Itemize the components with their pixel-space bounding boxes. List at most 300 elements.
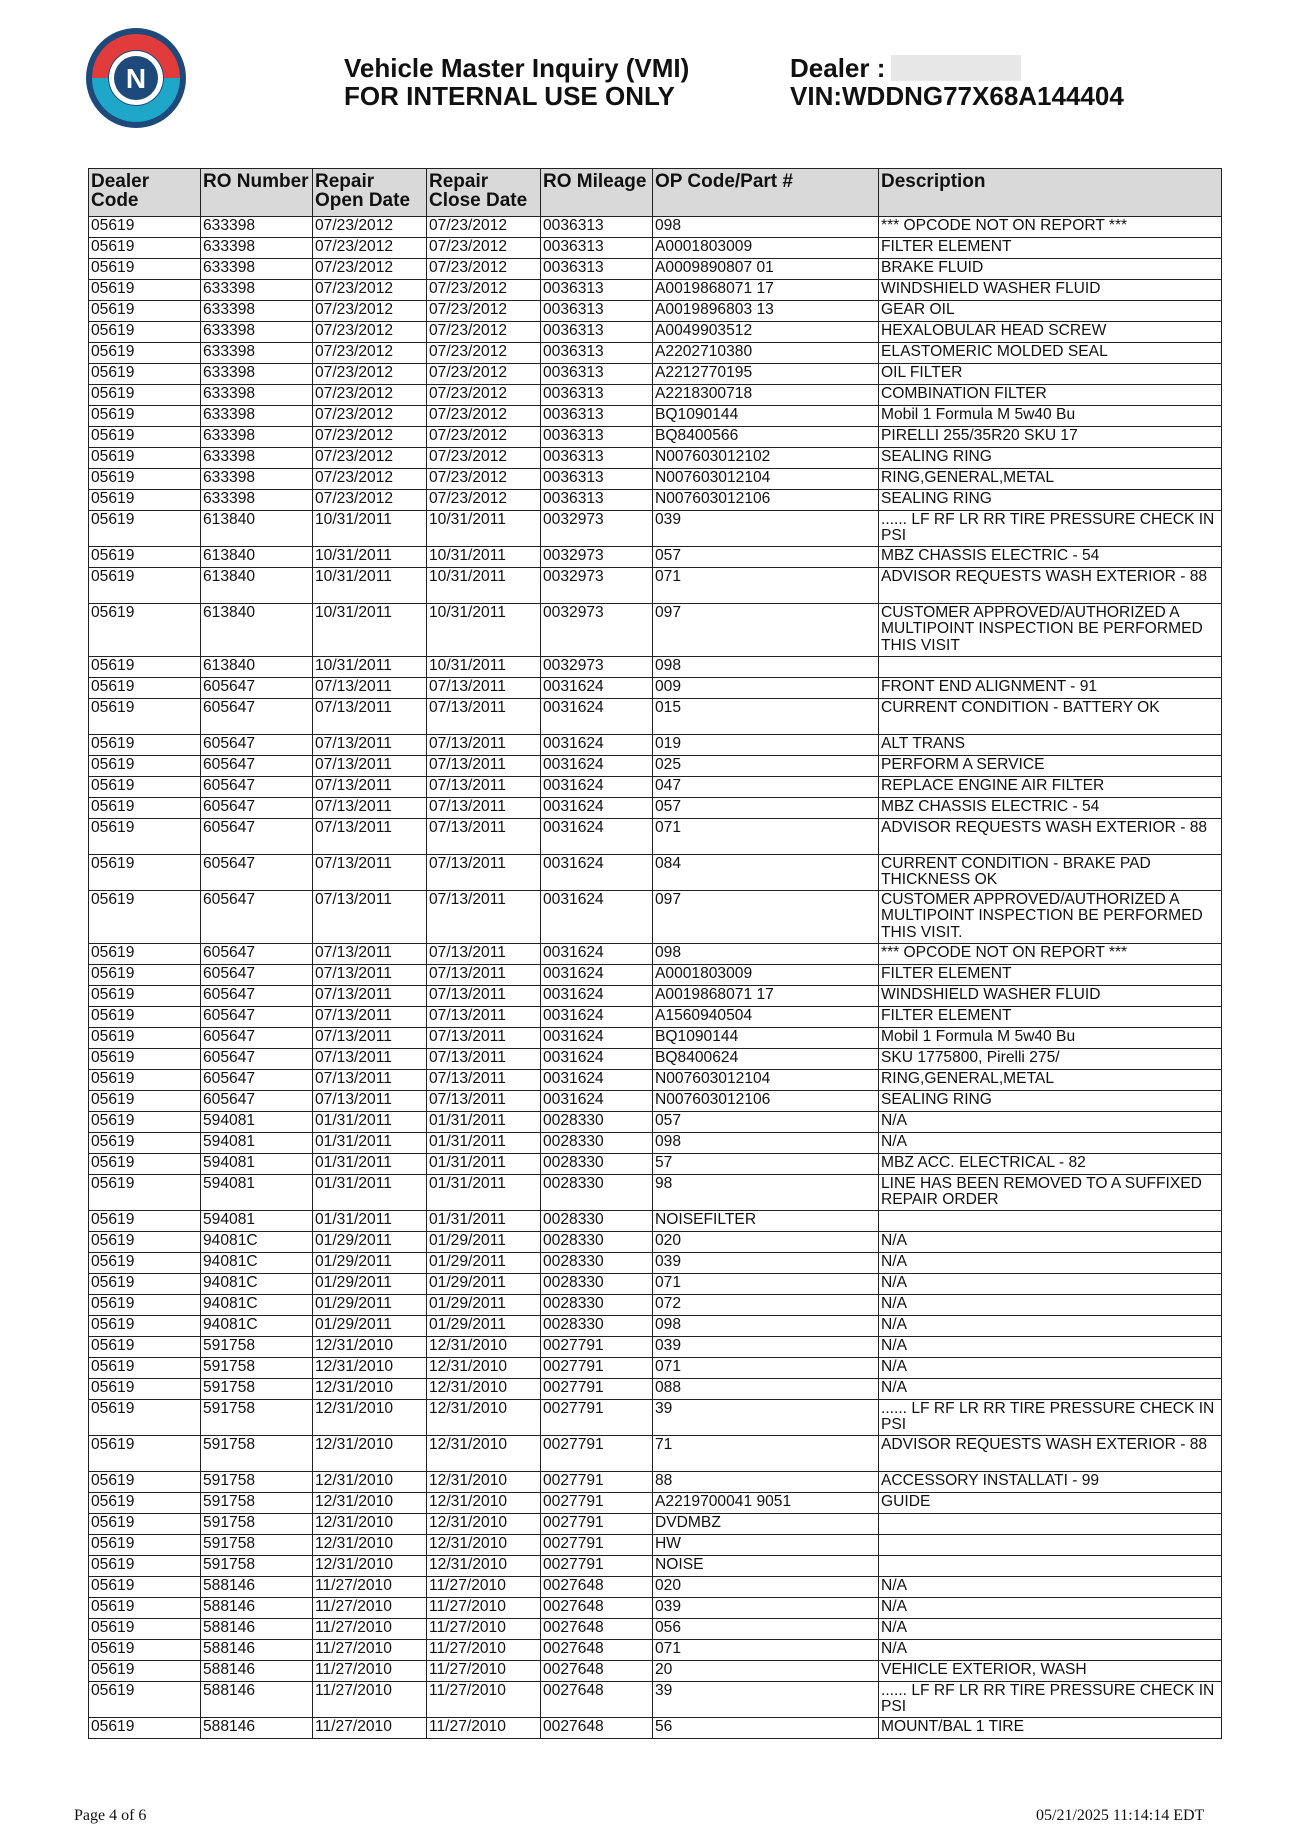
dealer-code-cell: 05619 [89,965,201,986]
mileage-cell: 0031624 [541,777,653,798]
dealer-code-cell: 05619 [89,1556,201,1577]
dealer-code-cell: 05619 [89,1535,201,1556]
open-date-cell: 12/31/2010 [313,1400,427,1436]
op-code-cell: 071 [653,1640,879,1661]
dealer-code-cell: 05619 [89,568,201,604]
op-code-cell: 098 [653,1316,879,1337]
ro-number-cell: 633398 [201,238,313,259]
mileage-cell: 0036313 [541,427,653,448]
dealer-code-cell: 05619 [89,756,201,777]
mileage-cell: 0028330 [541,1175,653,1211]
op-code-cell: N007603012104 [653,469,879,490]
description-cell [879,1211,1222,1232]
table-row [89,1232,1222,1253]
open-date-cell: 07/13/2011 [313,1070,427,1091]
open-date-cell: 07/13/2011 [313,965,427,986]
close-date-cell: 07/23/2012 [427,343,541,364]
dealer-code-cell: 05619 [89,1472,201,1493]
op-code-cell: A2202710380 [653,343,879,364]
table-row [89,1619,1222,1640]
ro-number-cell: 94081C [201,1316,313,1337]
mileage-cell: 0027648 [541,1718,653,1739]
table-row [89,1337,1222,1358]
dealer-code-cell: 05619 [89,1493,201,1514]
close-date-cell: 07/23/2012 [427,490,541,511]
open-date-cell: 01/31/2011 [313,1133,427,1154]
table-row [89,1154,1222,1175]
open-date-cell: 07/23/2012 [313,259,427,280]
dealer-logo [84,26,188,130]
open-date-cell: 11/27/2010 [313,1661,427,1682]
description-cell: COMBINATION FILTER [879,385,1222,406]
close-date-cell: 01/29/2011 [427,1295,541,1316]
mileage-cell: 0031624 [541,1091,653,1112]
description-cell: CURRENT CONDITION - BATTERY OK [879,699,1222,735]
table-row [89,1211,1222,1232]
op-code-cell: 098 [653,944,879,965]
ro-number-cell: 591758 [201,1493,313,1514]
open-date-cell: 01/31/2011 [313,1154,427,1175]
open-date-cell: 07/23/2012 [313,427,427,448]
ro-number-cell: 591758 [201,1514,313,1535]
description-cell: N/A [879,1577,1222,1598]
col-header-op-code: OP Code/Part # [653,169,879,217]
table-body [89,217,1222,1739]
close-date-cell: 11/27/2010 [427,1598,541,1619]
ro-number-cell: 591758 [201,1337,313,1358]
op-code-cell: 57 [653,1154,879,1175]
open-date-cell: 10/31/2011 [313,604,427,657]
mileage-cell: 0028330 [541,1253,653,1274]
open-date-cell: 01/29/2011 [313,1316,427,1337]
mileage-cell: 0032973 [541,604,653,657]
description-cell: ...... LF RF LR RR TIRE PRESSURE CHECK IN PSI [879,1400,1222,1436]
op-code-cell: 056 [653,1619,879,1640]
op-code-cell: N007603012102 [653,448,879,469]
mileage-cell: 0031624 [541,1070,653,1091]
open-date-cell: 01/31/2011 [313,1211,427,1232]
open-date-cell: 01/29/2011 [313,1253,427,1274]
op-code-cell: 039 [653,1598,879,1619]
page-header [0,0,1300,150]
description-cell: N/A [879,1274,1222,1295]
ro-number-cell: 588146 [201,1598,313,1619]
dealer-code-cell: 05619 [89,427,201,448]
close-date-cell: 01/31/2011 [427,1112,541,1133]
ro-number-cell: 633398 [201,385,313,406]
ro-number-cell: 594081 [201,1175,313,1211]
close-date-cell: 07/13/2011 [427,1028,541,1049]
table-row [89,343,1222,364]
op-code-cell: 057 [653,547,879,568]
table-row [89,1295,1222,1316]
description-cell: SEALING RING [879,1091,1222,1112]
description-cell: RING,GENERAL,METAL [879,469,1222,490]
dealer-code-cell: 05619 [89,448,201,469]
table-row [89,1436,1222,1472]
dealer-code-cell: 05619 [89,1133,201,1154]
table-row [89,798,1222,819]
table-row [89,1493,1222,1514]
description-cell: MBZ CHASSIS ELECTRIC - 54 [879,547,1222,568]
ro-number-cell: 605647 [201,678,313,699]
open-date-cell: 12/31/2010 [313,1493,427,1514]
ro-number-cell: 588146 [201,1577,313,1598]
close-date-cell: 07/13/2011 [427,798,541,819]
mileage-cell: 0036313 [541,280,653,301]
ro-number-cell: 633398 [201,490,313,511]
dealer-code-cell: 05619 [89,1598,201,1619]
description-cell: FILTER ELEMENT [879,1007,1222,1028]
vin-label: VIN:WDDNG77X68A144404 [790,81,1124,111]
table-row [89,1577,1222,1598]
table-row [89,891,1222,944]
open-date-cell: 07/13/2011 [313,891,427,944]
close-date-cell: 07/13/2011 [427,819,541,855]
close-date-cell: 11/27/2010 [427,1682,541,1718]
op-code-cell: 019 [653,735,879,756]
open-date-cell: 07/13/2011 [313,944,427,965]
dealer-code-cell: 05619 [89,1211,201,1232]
dealer-code-cell: 05619 [89,238,201,259]
table-row [89,699,1222,735]
ro-number-cell: 591758 [201,1535,313,1556]
mileage-cell: 0031624 [541,819,653,855]
dealer-code-cell: 05619 [89,280,201,301]
open-date-cell: 07/13/2011 [313,1028,427,1049]
ro-number-cell: 605647 [201,944,313,965]
table-row [89,1049,1222,1070]
close-date-cell: 12/31/2010 [427,1514,541,1535]
description-cell: ADVISOR REQUESTS WASH EXTERIOR - 88 [879,819,1222,855]
ro-number-cell: 605647 [201,819,313,855]
mileage-cell: 0032973 [541,547,653,568]
dealer-code-cell: 05619 [89,322,201,343]
op-code-cell: 039 [653,1337,879,1358]
op-code-cell: 39 [653,1682,879,1718]
table-row [89,1640,1222,1661]
ro-number-cell: 94081C [201,1232,313,1253]
open-date-cell: 01/29/2011 [313,1295,427,1316]
dealer-line [790,54,1124,82]
open-date-cell: 07/23/2012 [313,364,427,385]
table-row [89,1661,1222,1682]
dealer-code-cell: 05619 [89,1400,201,1436]
op-code-cell: 057 [653,1112,879,1133]
mileage-cell: 0036313 [541,385,653,406]
table-row [89,986,1222,1007]
ro-number-cell: 605647 [201,735,313,756]
dealer-code-cell: 05619 [89,1112,201,1133]
dealer-code-cell: 05619 [89,699,201,735]
close-date-cell: 07/23/2012 [427,259,541,280]
mileage-cell: 0032973 [541,657,653,678]
mileage-cell: 0027648 [541,1598,653,1619]
close-date-cell: 07/13/2011 [427,1091,541,1112]
ro-number-cell: 605647 [201,891,313,944]
ro-number-cell: 591758 [201,1556,313,1577]
open-date-cell: 10/31/2011 [313,511,427,547]
dealer-code-cell: 05619 [89,1379,201,1400]
table-row [89,490,1222,511]
open-date-cell: 07/23/2012 [313,217,427,238]
ro-number-cell: 633398 [201,217,313,238]
open-date-cell: 07/23/2012 [313,490,427,511]
dealer-code-cell: 05619 [89,406,201,427]
mileage-cell: 0027648 [541,1619,653,1640]
table-row [89,965,1222,986]
ro-number-cell: 633398 [201,259,313,280]
mileage-cell: 0027791 [541,1514,653,1535]
table-row [89,604,1222,657]
open-date-cell: 07/23/2012 [313,238,427,259]
close-date-cell: 01/29/2011 [427,1232,541,1253]
op-code-cell: 020 [653,1232,879,1253]
description-cell: N/A [879,1253,1222,1274]
dealer-code-cell: 05619 [89,1436,201,1472]
close-date-cell: 01/29/2011 [427,1253,541,1274]
close-date-cell: 10/31/2011 [427,657,541,678]
close-date-cell: 01/29/2011 [427,1274,541,1295]
table-row [89,427,1222,448]
mileage-cell: 0031624 [541,986,653,1007]
mileage-cell: 0027791 [541,1556,653,1577]
op-code-cell: A0001803009 [653,238,879,259]
dealer-code-cell: 05619 [89,1028,201,1049]
table-row [89,1253,1222,1274]
mileage-cell: 0027791 [541,1535,653,1556]
ro-number-cell: 588146 [201,1619,313,1640]
ro-number-cell: 605647 [201,699,313,735]
op-code-cell: 025 [653,756,879,777]
dealer-code-cell: 05619 [89,1274,201,1295]
op-code-cell: 015 [653,699,879,735]
open-date-cell: 12/31/2010 [313,1379,427,1400]
mileage-cell: 0027791 [541,1493,653,1514]
mileage-cell: 0036313 [541,490,653,511]
table-row [89,777,1222,798]
ro-number-cell: 594081 [201,1133,313,1154]
mileage-cell: 0028330 [541,1274,653,1295]
open-date-cell: 07/23/2012 [313,280,427,301]
open-date-cell: 12/31/2010 [313,1514,427,1535]
close-date-cell: 10/31/2011 [427,511,541,547]
open-date-cell: 07/23/2012 [313,469,427,490]
table-row [89,1175,1222,1211]
op-code-cell: A2212770195 [653,364,879,385]
table-row [89,1514,1222,1535]
col-header-dealer-code: Dealer Code [89,169,201,217]
close-date-cell: 12/31/2010 [427,1472,541,1493]
close-date-cell: 07/23/2012 [427,448,541,469]
close-date-cell: 07/13/2011 [427,1049,541,1070]
op-code-cell: 098 [653,1133,879,1154]
open-date-cell: 12/31/2010 [313,1358,427,1379]
table-row [89,756,1222,777]
dealer-code-cell: 05619 [89,944,201,965]
open-date-cell: 01/29/2011 [313,1232,427,1253]
close-date-cell: 07/13/2011 [427,735,541,756]
description-cell: RING,GENERAL,METAL [879,1070,1222,1091]
mileage-cell: 0031624 [541,1028,653,1049]
dealer-code-cell: 05619 [89,1577,201,1598]
close-date-cell: 07/13/2011 [427,678,541,699]
mileage-cell: 0028330 [541,1316,653,1337]
mileage-cell: 0031624 [541,965,653,986]
description-cell: ALT TRANS [879,735,1222,756]
dealer-code-cell: 05619 [89,364,201,385]
ro-number-cell: 605647 [201,1070,313,1091]
open-date-cell: 07/13/2011 [313,855,427,891]
close-date-cell: 01/31/2011 [427,1154,541,1175]
description-cell: WINDSHIELD WASHER FLUID [879,986,1222,1007]
op-code-cell: 020 [653,1577,879,1598]
table-row [89,469,1222,490]
dealer-code-cell: 05619 [89,217,201,238]
close-date-cell: 07/23/2012 [427,406,541,427]
description-cell [879,1535,1222,1556]
mileage-cell: 0028330 [541,1133,653,1154]
mileage-cell: 0036313 [541,301,653,322]
mileage-cell: 0031624 [541,944,653,965]
op-code-cell: 097 [653,891,879,944]
op-code-cell: 098 [653,217,879,238]
open-date-cell: 07/13/2011 [313,678,427,699]
dealer-code-cell: 05619 [89,819,201,855]
op-code-cell: N007603012106 [653,490,879,511]
mileage-cell: 0028330 [541,1211,653,1232]
close-date-cell: 07/23/2012 [427,427,541,448]
close-date-cell: 11/27/2010 [427,1640,541,1661]
close-date-cell: 07/23/2012 [427,301,541,322]
table-row [89,280,1222,301]
ro-number-cell: 633398 [201,364,313,385]
ro-number-cell: 633398 [201,343,313,364]
table-row [89,322,1222,343]
op-code-cell: 39 [653,1400,879,1436]
open-date-cell: 07/13/2011 [313,777,427,798]
close-date-cell: 11/27/2010 [427,1577,541,1598]
op-code-cell: A2218300718 [653,385,879,406]
op-code-cell: A2219700041 9051 [653,1493,879,1514]
ro-number-cell: 633398 [201,406,313,427]
description-cell: OIL FILTER [879,364,1222,385]
dealer-label: Dealer : [790,53,886,83]
ro-number-cell: 591758 [201,1400,313,1436]
ro-number-cell: 605647 [201,1049,313,1070]
open-date-cell: 07/13/2011 [313,1007,427,1028]
title-line-2: FOR INTERNAL USE ONLY [344,81,675,111]
op-code-cell: BQ8400624 [653,1049,879,1070]
table-row [89,1028,1222,1049]
mileage-cell: 0028330 [541,1295,653,1316]
open-date-cell: 12/31/2010 [313,1535,427,1556]
op-code-cell: 20 [653,1661,879,1682]
table-row [89,735,1222,756]
description-cell [879,1556,1222,1577]
table-row [89,1400,1222,1436]
dealer-info [790,54,1124,110]
mileage-cell: 0027648 [541,1661,653,1682]
dealer-code-cell: 05619 [89,657,201,678]
description-cell: *** OPCODE NOT ON REPORT *** [879,944,1222,965]
op-code-cell: A0009890807 01 [653,259,879,280]
table-row [89,1358,1222,1379]
ro-number-cell: 94081C [201,1253,313,1274]
op-code-cell: 039 [653,1253,879,1274]
close-date-cell: 07/13/2011 [427,944,541,965]
description-cell: ELASTOMERIC MOLDED SEAL [879,343,1222,364]
ro-number-cell: 633398 [201,301,313,322]
table-row [89,547,1222,568]
close-date-cell: 07/13/2011 [427,777,541,798]
open-date-cell: 11/27/2010 [313,1619,427,1640]
description-cell: Mobil 1 Formula M 5w40 Bu [879,406,1222,427]
mileage-cell: 0027648 [541,1577,653,1598]
dealer-code-cell: 05619 [89,1049,201,1070]
open-date-cell: 11/27/2010 [313,1598,427,1619]
title-line-1: Vehicle Master Inquiry (VMI) [344,53,690,83]
mileage-cell: 0031624 [541,699,653,735]
description-cell: FILTER ELEMENT [879,238,1222,259]
open-date-cell: 01/31/2011 [313,1175,427,1211]
op-code-cell: 71 [653,1436,879,1472]
logo-letter: N [125,63,147,94]
table-row [89,1379,1222,1400]
close-date-cell: 01/31/2011 [427,1133,541,1154]
dealer-code-cell: 05619 [89,385,201,406]
mileage-cell: 0031624 [541,798,653,819]
op-code-cell: N007603012106 [653,1091,879,1112]
mileage-cell: 0027791 [541,1472,653,1493]
dealer-code-cell: 05619 [89,1253,201,1274]
dealer-code-cell: 05619 [89,1682,201,1718]
open-date-cell: 10/31/2011 [313,547,427,568]
ro-number-cell: 605647 [201,756,313,777]
mileage-cell: 0031624 [541,678,653,699]
mileage-cell: 0027648 [541,1640,653,1661]
description-cell: N/A [879,1358,1222,1379]
table-row [89,1274,1222,1295]
table-row [89,1133,1222,1154]
dealer-code-cell: 05619 [89,1070,201,1091]
mileage-cell: 0028330 [541,1112,653,1133]
description-cell: N/A [879,1379,1222,1400]
close-date-cell: 11/27/2010 [427,1661,541,1682]
close-date-cell: 12/31/2010 [427,1493,541,1514]
description-cell: CUSTOMER APPROVED/AUTHORIZED A MULTIPOINT INSPECTION BE PERFORMED THIS VISIT [879,604,1222,657]
mileage-cell: 0036313 [541,322,653,343]
dealer-code-cell: 05619 [89,1091,201,1112]
op-code-cell: A1560940504 [653,1007,879,1028]
mileage-cell: 0028330 [541,1154,653,1175]
open-date-cell: 07/23/2012 [313,406,427,427]
table-row [89,259,1222,280]
close-date-cell: 01/29/2011 [427,1316,541,1337]
description-cell: SEALING RING [879,448,1222,469]
close-date-cell: 10/31/2011 [427,604,541,657]
table-row [89,1316,1222,1337]
table-row [89,819,1222,855]
op-code-cell: A0019896803 13 [653,301,879,322]
ro-number-cell: 605647 [201,1028,313,1049]
op-code-cell: 071 [653,819,879,855]
close-date-cell: 12/31/2010 [427,1436,541,1472]
page-number: Page 4 of 6 [74,1807,147,1824]
table-row [89,301,1222,322]
description-cell: MBZ CHASSIS ELECTRIC - 54 [879,798,1222,819]
mileage-cell: 0027791 [541,1358,653,1379]
